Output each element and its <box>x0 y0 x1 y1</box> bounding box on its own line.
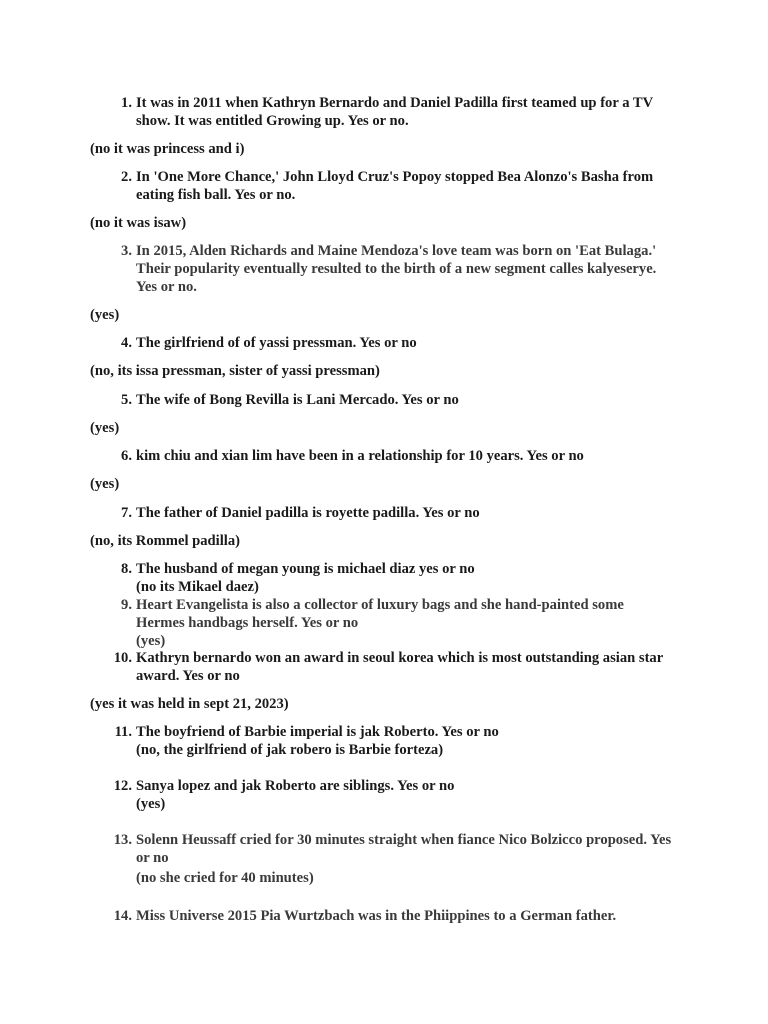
question-item <box>112 907 672 925</box>
question-number: 5. <box>121 392 132 408</box>
question-text: Sanya lopez and jak Roberto are siblings. Yes or no <box>136 778 455 794</box>
answer-text: (no it was princess and i) <box>90 141 245 157</box>
answer-text: (yes) <box>90 420 120 436</box>
question-number: 3. <box>121 243 132 259</box>
question-text: The father of Daniel padilla is royette padilla. Yes or no <box>136 505 480 521</box>
question-number: 2. <box>121 169 132 185</box>
question-text: In 'One More Chance,' John Lloyd Cruz's Popoy stopped Bea Alonzo's Basha from eating fish ball. Yes or no. <box>136 169 654 203</box>
question-item <box>112 831 672 887</box>
question-text: The wife of Bong Revilla is Lani Mercado. Yes or no <box>136 392 459 408</box>
question-text: The boyfriend of Barbie imperial is jak Roberto. Yes or no <box>136 724 499 740</box>
question-number: 14. <box>113 908 132 924</box>
answer-text: (no she cried for 40 minutes) <box>136 870 314 886</box>
question-text: Heart Evangelista is also a collector of luxury bags and she hand-painted some Hermes handbags herself. Yes or no <box>136 597 624 631</box>
question-item <box>112 504 672 522</box>
question-item <box>112 334 672 352</box>
question-item <box>112 723 672 759</box>
answer-text: (no, its issa pressman, sister of yassi pressman) <box>90 363 380 379</box>
answer-text: (yes it was held in sept 21, 2023) <box>90 696 289 712</box>
answer-text: (yes) <box>136 633 166 649</box>
answer-text: (no, the girlfriend of jak robero is Barbie forteza) <box>136 742 444 758</box>
question-item <box>112 560 672 596</box>
question-number: 9. <box>121 597 132 613</box>
question-text: The girlfriend of of yassi pressman. Yes or no <box>136 335 417 351</box>
answer-text: (no its Mikael daez) <box>136 579 259 595</box>
answer-text: (yes) <box>90 476 120 492</box>
answer-text: (yes) <box>136 796 166 812</box>
question-number: 1. <box>121 95 132 111</box>
question-text: Solenn Heussaff cried for 30 minutes straight when fiance Nico Bolzicco proposed. Yes or no <box>136 832 672 866</box>
question-number: 7. <box>121 505 132 521</box>
question-number: 11. <box>114 724 132 740</box>
question-text: kim chiu and xian lim have been in a relationship for 10 years. Yes or no <box>136 448 584 464</box>
question-item <box>112 94 672 130</box>
question-number: 13. <box>113 832 132 848</box>
answer-text: (no it was isaw) <box>90 215 187 231</box>
question-number: 8. <box>121 561 132 577</box>
question-number: 10. <box>113 650 132 666</box>
question-text: In 2015, Alden Richards and Maine Mendoza's love team was born on 'Eat Bulaga.' Their popularity eventually resulted to the birth of a new segment calles kalyeserye. Yes or no. <box>136 243 657 295</box>
question-item <box>112 168 672 204</box>
question-text: It was in 2011 when Kathryn Bernardo and Daniel Padilla first teamed up for a TV show. It was entitled Growing up. Yes or no. <box>136 95 653 129</box>
question-number: 4. <box>121 335 132 351</box>
answer-text: (yes) <box>90 307 120 323</box>
question-number: 12. <box>113 778 132 794</box>
question-item <box>112 777 672 813</box>
answer-text: (no, its Rommel padilla) <box>90 533 240 549</box>
question-text: The husband of megan young is michael diaz yes or no <box>136 561 475 577</box>
question-number: 6. <box>121 448 132 464</box>
question-item <box>112 649 672 685</box>
question-text: Miss Universe 2015 Pia Wurtzbach was in the Phiippines to a German father. <box>136 908 617 924</box>
question-item <box>112 391 672 409</box>
question-text: Kathryn bernardo won an award in seoul korea which is most outstanding asian star award. Yes or no <box>136 650 663 684</box>
question-item <box>112 242 672 296</box>
question-item <box>112 596 672 650</box>
question-item <box>112 447 672 465</box>
